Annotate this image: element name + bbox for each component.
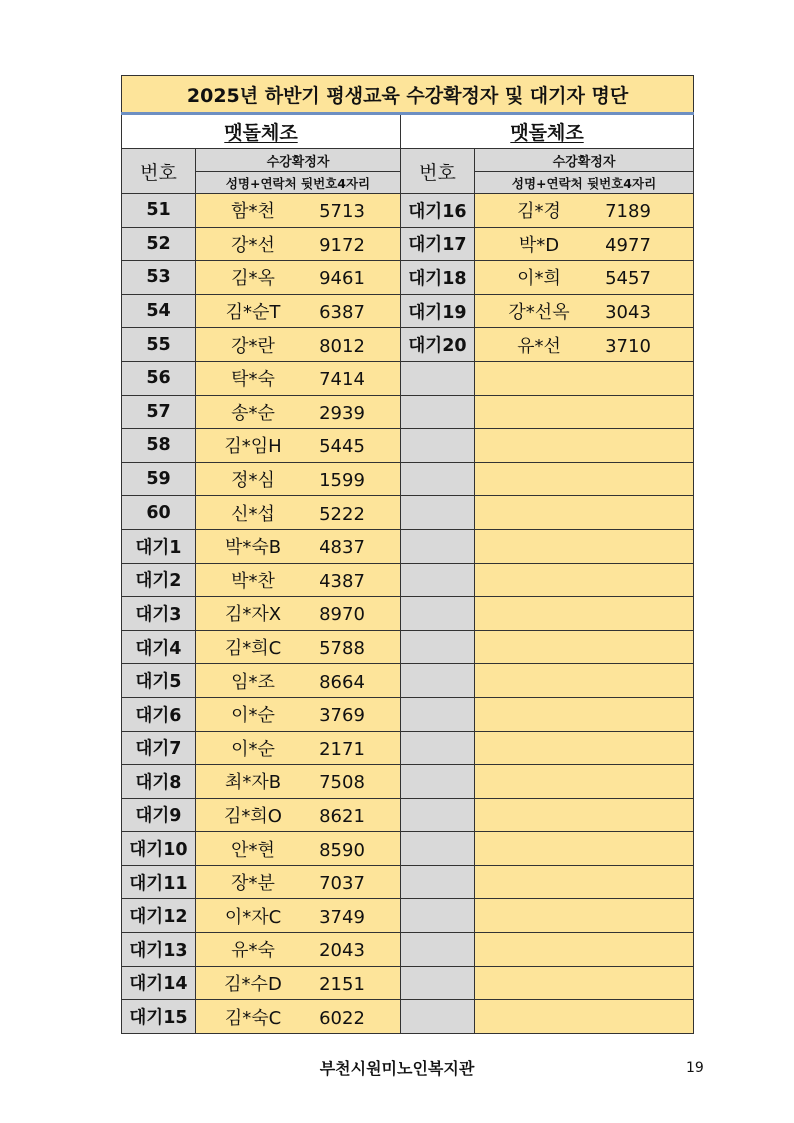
attendee-name: 이*순: [231, 738, 275, 760]
right-attendee-cell: [475, 933, 694, 967]
table-row: [122, 899, 694, 933]
right-row-number: [401, 765, 475, 799]
right-row-number: [401, 429, 475, 463]
table-row: [122, 294, 694, 328]
left-row-number: 대기7: [122, 731, 196, 765]
left-row-number: 51: [122, 194, 196, 228]
left-row-number: 53: [122, 261, 196, 295]
right-attendee-cell: [475, 361, 694, 395]
phone-last4: 9461: [319, 268, 365, 290]
right-row-number: [401, 563, 475, 597]
right-attendee-cell: [475, 597, 694, 631]
right-attendee-cell: [475, 328, 694, 362]
table-row: [122, 462, 694, 496]
phone-last4: 5457: [605, 268, 651, 290]
right-row-number: [401, 664, 475, 698]
phone-last4: 6022: [319, 1007, 365, 1029]
right-row-number: [401, 496, 475, 530]
attendee-name: 김*옥: [231, 268, 275, 290]
phone-last4: 7508: [319, 772, 365, 794]
right-attendee-cell: [475, 496, 694, 530]
phone-last4: 8970: [319, 604, 365, 626]
attendee-name: 유*선: [517, 335, 561, 357]
attendee-name: 강*란: [231, 335, 275, 357]
phone-last4: 2171: [319, 738, 365, 760]
phone-last4: 4387: [319, 570, 365, 592]
phone-last4: 4837: [319, 537, 365, 559]
left-row-number: 대기5: [122, 664, 196, 698]
right-attendee-cell: [475, 865, 694, 899]
left-row-number: 대기6: [122, 697, 196, 731]
right-attendee-cell: [475, 261, 694, 295]
table-row: [122, 328, 694, 362]
right-row-number: 대기17: [401, 227, 475, 261]
table-row: [122, 865, 694, 899]
left-section-title: 맷돌체조: [122, 114, 401, 149]
left-row-number: 55: [122, 328, 196, 362]
right-row-number: 대기20: [401, 328, 475, 362]
right-row-number: [401, 597, 475, 631]
right-row-number: [401, 731, 475, 765]
attendee-name: 강*선옥: [508, 302, 570, 324]
phone-last4: 6387: [319, 302, 365, 324]
right-row-number: [401, 529, 475, 563]
table-row: [122, 194, 694, 228]
right-attendee-cell: [475, 966, 694, 1000]
left-row-number: 대기14: [122, 966, 196, 1000]
left-row-number: 57: [122, 395, 196, 429]
table-row: [122, 798, 694, 832]
right-row-number: [401, 1000, 475, 1034]
right-row-number: [401, 865, 475, 899]
right-row-number: 대기16: [401, 194, 475, 228]
attendee-name: 최*자B: [224, 772, 282, 794]
phone-last4: 3710: [605, 335, 651, 357]
table-row: [122, 361, 694, 395]
left-row-number: 대기13: [122, 933, 196, 967]
left-attendee-cell: [196, 630, 401, 664]
right-row-number: [401, 933, 475, 967]
attendee-name: 함*천: [231, 201, 275, 223]
right-attendee-cell: [475, 1000, 694, 1034]
right-attendee-cell: [475, 294, 694, 328]
attendee-name: 김*수D: [224, 973, 282, 995]
left-attendee-cell: [196, 563, 401, 597]
left-attendee-cell: [196, 294, 401, 328]
right-attendee-cell: [475, 798, 694, 832]
right-attendee-cell: [475, 731, 694, 765]
right-row-number: [401, 899, 475, 933]
phone-last4: 2939: [319, 402, 365, 424]
roster-table: [121, 75, 694, 1034]
phone-last4: 7189: [605, 201, 651, 223]
right-attendee-cell: [475, 529, 694, 563]
table-row: [122, 832, 694, 866]
table-row: [122, 966, 694, 1000]
left-attendee-cell: [196, 361, 401, 395]
left-row-number: 대기2: [122, 563, 196, 597]
attendee-name: 김*임H: [224, 436, 282, 458]
attendee-name: 김*자X: [224, 604, 282, 626]
attendee-name: 박*찬: [231, 570, 275, 592]
left-attendee-cell: [196, 933, 401, 967]
attendee-name: 임*조: [231, 671, 275, 693]
table-row: [122, 529, 694, 563]
phone-last4: 7037: [319, 873, 365, 895]
document-title: 2025년 하반기 평생교육 수강확정자 및 대기자 명단: [122, 76, 694, 114]
table-row: [122, 563, 694, 597]
left-attendee-cell: [196, 328, 401, 362]
title-row: [122, 76, 694, 114]
page-number: 19: [686, 1060, 704, 1076]
table-row: [122, 664, 694, 698]
phone-last4: 8621: [319, 805, 365, 827]
table-row: [122, 597, 694, 631]
phone-last4: 1599: [319, 470, 365, 492]
left-row-number: 56: [122, 361, 196, 395]
phone-last4: 5222: [319, 503, 365, 525]
left-number-header: 번호: [122, 149, 196, 194]
right-attendee-cell: [475, 227, 694, 261]
right-row-number: [401, 697, 475, 731]
phone-last4: 3043: [605, 302, 651, 324]
right-column-header: 수강확정자: [475, 149, 694, 172]
left-row-number: 대기3: [122, 597, 196, 631]
attendee-name: 송*순: [231, 402, 275, 424]
table-row: [122, 630, 694, 664]
phone-last4: 4977: [605, 234, 651, 256]
attendee-name: 김*희O: [224, 805, 282, 827]
right-row-number: 대기19: [401, 294, 475, 328]
section-row: [122, 114, 694, 149]
attendee-name: 이*희: [517, 268, 561, 290]
left-attendee-cell: [196, 597, 401, 631]
left-attendee-cell: [196, 496, 401, 530]
right-section-title: 맷돌체조: [401, 114, 694, 149]
left-attendee-cell: [196, 899, 401, 933]
right-attendee-cell: [475, 462, 694, 496]
right-row-number: [401, 361, 475, 395]
left-row-number: 대기11: [122, 865, 196, 899]
table-row: [122, 395, 694, 429]
right-row-number: [401, 462, 475, 496]
left-row-number: 대기4: [122, 630, 196, 664]
attendee-name: 탁*숙: [231, 369, 275, 391]
right-attendee-cell: [475, 194, 694, 228]
left-column-subheader: 성명+연락처 뒷번호4자리: [196, 172, 401, 194]
left-row-number: 58: [122, 429, 196, 463]
left-attendee-cell: [196, 261, 401, 295]
left-row-number: 54: [122, 294, 196, 328]
attendee-name: 이*자C: [224, 906, 282, 928]
phone-last4: 3749: [319, 906, 365, 928]
right-attendee-cell: [475, 697, 694, 731]
table-row: [122, 697, 694, 731]
attendee-name: 김*경: [517, 201, 561, 223]
phone-last4: 7414: [319, 369, 365, 391]
attendee-name: 김*희C: [224, 638, 282, 660]
left-attendee-cell: [196, 1000, 401, 1034]
phone-last4: 5713: [319, 201, 365, 223]
table-row: [122, 933, 694, 967]
left-attendee-cell: [196, 966, 401, 1000]
attendee-name: 강*선: [231, 234, 275, 256]
attendee-name: 김*숙C: [224, 1007, 282, 1029]
table-row: [122, 261, 694, 295]
right-row-number: [401, 966, 475, 1000]
right-attendee-cell: [475, 664, 694, 698]
right-column-subheader: 성명+연락처 뒷번호4자리: [475, 172, 694, 194]
right-attendee-cell: [475, 765, 694, 799]
left-row-number: 대기1: [122, 529, 196, 563]
left-row-number: 60: [122, 496, 196, 530]
phone-last4: 2043: [319, 940, 365, 962]
phone-last4: 5445: [319, 436, 365, 458]
right-attendee-cell: [475, 899, 694, 933]
right-attendee-cell: [475, 429, 694, 463]
phone-last4: 9172: [319, 234, 365, 256]
right-attendee-cell: [475, 630, 694, 664]
left-row-number: 52: [122, 227, 196, 261]
phone-last4: 2151: [319, 973, 365, 995]
table-row: [122, 765, 694, 799]
right-row-number: [401, 798, 475, 832]
right-number-header: 번호: [401, 149, 475, 194]
phone-last4: 3769: [319, 705, 365, 727]
left-attendee-cell: [196, 395, 401, 429]
left-attendee-cell: [196, 227, 401, 261]
attendee-name: 김*순T: [225, 302, 281, 324]
phone-last4: 8012: [319, 335, 365, 357]
left-attendee-cell: [196, 529, 401, 563]
right-row-number: [401, 832, 475, 866]
left-attendee-cell: [196, 765, 401, 799]
left-row-number: 대기8: [122, 765, 196, 799]
table-row: [122, 496, 694, 530]
attendee-name: 장*분: [231, 873, 275, 895]
attendee-name: 박*숙B: [224, 537, 282, 559]
left-attendee-cell: [196, 462, 401, 496]
table-row: [122, 731, 694, 765]
phone-last4: 5788: [319, 638, 365, 660]
left-attendee-cell: [196, 865, 401, 899]
attendee-name: 유*숙: [231, 940, 275, 962]
right-attendee-cell: [475, 832, 694, 866]
left-attendee-cell: [196, 697, 401, 731]
right-attendee-cell: [475, 395, 694, 429]
left-attendee-cell: [196, 832, 401, 866]
left-row-number: 59: [122, 462, 196, 496]
attendee-name: 정*심: [231, 470, 275, 492]
left-row-number: 대기9: [122, 798, 196, 832]
attendee-name: 안*현: [231, 839, 275, 861]
left-attendee-cell: [196, 429, 401, 463]
attendee-name: 이*순: [231, 705, 275, 727]
left-row-number: 대기10: [122, 832, 196, 866]
left-attendee-cell: [196, 194, 401, 228]
left-attendee-cell: [196, 798, 401, 832]
right-row-number: [401, 630, 475, 664]
attendee-name: 신*섭: [231, 503, 275, 525]
right-row-number: 대기18: [401, 261, 475, 295]
header-row: [122, 149, 694, 172]
table-row: [122, 1000, 694, 1034]
phone-last4: 8664: [319, 671, 365, 693]
phone-last4: 8590: [319, 839, 365, 861]
right-row-number: [401, 395, 475, 429]
left-row-number: 대기15: [122, 1000, 196, 1034]
attendee-name: 박*D: [518, 234, 560, 256]
left-row-number: 대기12: [122, 899, 196, 933]
institution-footer: 부천시원미노인복지관: [319, 1059, 475, 1078]
table-row: [122, 227, 694, 261]
left-attendee-cell: [196, 664, 401, 698]
right-attendee-cell: [475, 563, 694, 597]
table-row: [122, 429, 694, 463]
left-column-header: 수강확정자: [196, 149, 401, 172]
left-attendee-cell: [196, 731, 401, 765]
